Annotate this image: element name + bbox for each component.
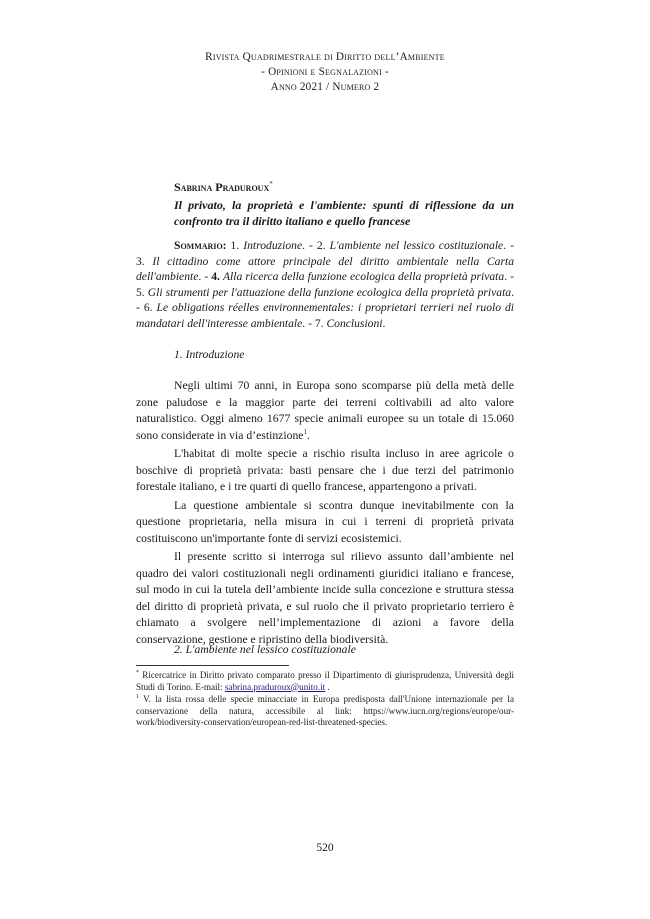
footnote-author-text: Ricercatrice in Diritto privato comparato presso il Dipartimento di giurisprudenza, Università degli Studi di Torino. E-mail: xyxy=(136,670,514,692)
summary-item-6-num: 6. xyxy=(143,301,157,314)
article-title: Il privato, la proprietà e l'ambiente: spunti di riflessione da un confronto tra il diritto italiano e quello francese xyxy=(174,198,514,228)
summary xyxy=(136,238,514,331)
email-link[interactable]: sabrina.praduroux@unito.it xyxy=(224,681,326,692)
summary-item-6: Le obligations réelles environnementales: i proprietari terrieri nel ruolo di mandatari dell'interesse ambientale xyxy=(136,301,514,330)
summary-item-7-num: 7. xyxy=(314,316,327,330)
summary-item-7: Conclusioni xyxy=(326,316,383,330)
footnote-divider xyxy=(136,665,289,666)
footnote-author-mark: * xyxy=(136,669,139,676)
journal-issue: Anno 2021 / Numero 2 xyxy=(270,81,380,93)
summary-sep: . - xyxy=(198,270,212,283)
paragraph-1-text: Negli ultimi 70 anni, in Europa sono scomparse più della metà delle zone paludose e la maggior parte dei terreni coltivabili ad alto valore naturalistico. Oggi almeno 1677 specie animali europee su un totale di 15.060 sono considerate in via d’estinzione xyxy=(136,379,514,442)
summary-sep: . xyxy=(382,316,386,330)
summary-item-1-num: 1. xyxy=(226,239,244,252)
summary-sep: . - xyxy=(136,285,515,314)
summary-sep: . - xyxy=(504,270,514,283)
footnote-author-end: . xyxy=(325,681,330,692)
footnote-ref-1[interactable]: 1 xyxy=(303,427,307,436)
article-body xyxy=(136,378,514,648)
footnote-author xyxy=(136,670,514,693)
summary-item-5: Gli strumenti per l'attuazione della funzione ecologica della proprietà privata xyxy=(147,285,512,299)
journal-section: - Opinioni e Segnalazioni - xyxy=(261,66,389,78)
page-number: 520 xyxy=(316,842,334,854)
paragraph-2: L'habitat di molte specie a rischio risulta incluso in aree agricole o boschive di proprietà privata: basti pensare che i due terzi del patrimonio forestale italiano, e i tre quarti di quello francese, appartengono a privati. xyxy=(136,447,514,493)
summary-item-4: Alla ricerca della funzione ecologica della proprietà privata xyxy=(222,270,505,283)
author-footnote-mark[interactable]: * xyxy=(269,180,273,188)
summary-sep: . - xyxy=(302,239,317,252)
journal-header xyxy=(0,50,650,95)
footnote-1-text: V. la lista rossa delle specie minacciate in Europa predisposta dall'Unione internazionale per la conservazione della natura, accessibile al link: https://www.iucn.org/regions/europe/our-work/biodiversity-conservation/european-red-list-threatened-species. xyxy=(136,694,514,727)
paragraph-1 xyxy=(136,378,514,444)
journal-title: Rivista Quadrimestrale di Diritto dell’Ambiente xyxy=(205,51,445,63)
paragraph-4: Il presente scritto si interroga sul rilievo assunto dall’ambiente nel quadro dei valori costituzionali negli ordinamenti giuridici italiano e francese, sul modo in cui la tutela dell’ambiente incide sulla concezione e struttura stessa del diritto di proprietà privata, e sul ruolo che il privato proprietario terriero è chiamato a svolgere nell’implementazione di azioni a favore della conservazione, gestione e ripristino della biodiversità. xyxy=(136,550,514,646)
section-heading-1: 1. Introduzione xyxy=(174,348,245,361)
summary-sep: . - xyxy=(503,239,514,252)
summary-item-2: L'ambiente nel lessico costituzionale xyxy=(329,239,504,252)
paragraph-1-end: . xyxy=(306,428,310,442)
summary-item-2-num: 2. xyxy=(316,239,330,252)
footnote-1-mark: 1 xyxy=(136,693,139,700)
section-heading-2: 2. L'ambiente nel lessico costituzionale xyxy=(174,643,356,656)
summary-item-4-num: 4. xyxy=(211,270,223,283)
summary-item-3-num: 3. xyxy=(136,254,153,268)
summary-item-3: Il cittadino come attore principale del diritto ambientale nella Carta dell'ambiente xyxy=(136,254,514,283)
summary-item-5-num: 5. xyxy=(136,285,148,299)
summary-item-1: Introduzione xyxy=(243,239,303,252)
author-name xyxy=(174,180,273,195)
footnote-1 xyxy=(136,694,514,729)
summary-sep: . - xyxy=(302,316,315,330)
paragraph-3: La questione ambientale si scontra dunque inevitabilmente con la questione proprietaria, nella misura in cui i terreni di proprietà privata costituiscono un'importante fonte di servizi ecosistemici. xyxy=(136,498,514,545)
footnotes xyxy=(136,670,514,730)
summary-label: Sommario: xyxy=(174,239,227,252)
author-name-text: Sabrina Praduroux xyxy=(174,180,270,194)
